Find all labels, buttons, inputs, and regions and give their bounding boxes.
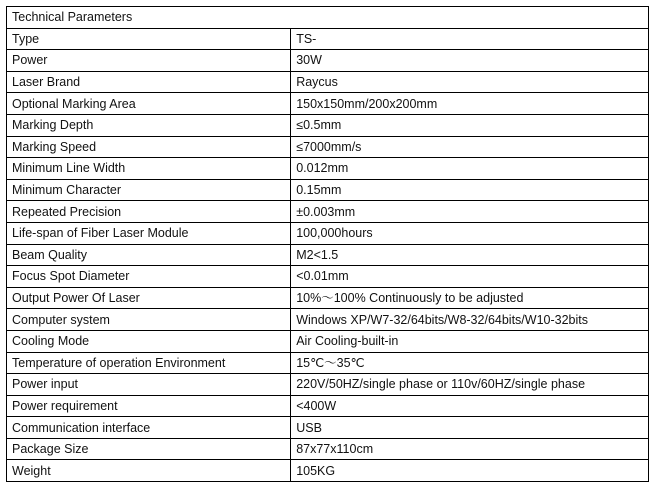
param-name-cell: Optional Marking Area bbox=[7, 93, 291, 115]
param-value-cell: Air Cooling-built-in bbox=[291, 330, 649, 352]
param-value-cell: 87x77x110cm bbox=[291, 438, 649, 460]
param-name-cell: Temperature of operation Environment bbox=[7, 352, 291, 374]
param-value-cell: Windows XP/W7-32/64bits/W8-32/64bits/W10-32bits bbox=[291, 309, 649, 331]
table-row bbox=[7, 136, 649, 158]
param-name-cell: Repeated Precision bbox=[7, 201, 291, 223]
param-value-cell: 15℃～35℃ bbox=[291, 352, 649, 374]
table-row bbox=[7, 395, 649, 417]
param-name-cell: Computer system bbox=[7, 309, 291, 331]
param-value-cell: ≤7000mm/s bbox=[291, 136, 649, 158]
param-name-cell: Marking Depth bbox=[7, 114, 291, 136]
param-value-cell: 0.012mm bbox=[291, 158, 649, 180]
table-row bbox=[7, 93, 649, 115]
table-row bbox=[7, 374, 649, 396]
param-name-cell: Type bbox=[7, 28, 291, 50]
param-value-cell: <400W bbox=[291, 395, 649, 417]
table-row bbox=[7, 309, 649, 331]
param-value-cell: ±0.003mm bbox=[291, 201, 649, 223]
table-row bbox=[7, 244, 649, 266]
table-row bbox=[7, 114, 649, 136]
param-value-cell: Raycus bbox=[291, 71, 649, 93]
param-value-cell: 30W bbox=[291, 50, 649, 72]
table-row bbox=[7, 266, 649, 288]
param-name-cell: Communication interface bbox=[7, 417, 291, 439]
param-name-cell: Minimum Character bbox=[7, 179, 291, 201]
param-value-cell: 105KG bbox=[291, 460, 649, 482]
param-value-cell: USB bbox=[291, 417, 649, 439]
table-row bbox=[7, 287, 649, 309]
param-name-cell: Minimum Line Width bbox=[7, 158, 291, 180]
table-row bbox=[7, 417, 649, 439]
param-value-cell: 100,000hours bbox=[291, 222, 649, 244]
param-name-cell: Power input bbox=[7, 374, 291, 396]
param-name-cell: Weight bbox=[7, 460, 291, 482]
table-row bbox=[7, 438, 649, 460]
table-row bbox=[7, 179, 649, 201]
param-name-cell: Cooling Mode bbox=[7, 330, 291, 352]
table-row bbox=[7, 50, 649, 72]
table-title: Technical Parameters bbox=[7, 7, 649, 29]
param-name-cell: Laser Brand bbox=[7, 71, 291, 93]
param-value-cell: ≤0.5mm bbox=[291, 114, 649, 136]
table-row bbox=[7, 201, 649, 223]
param-name-cell: Package Size bbox=[7, 438, 291, 460]
param-name-cell: Power bbox=[7, 50, 291, 72]
param-value-cell: TS- bbox=[291, 28, 649, 50]
header-row bbox=[7, 7, 649, 29]
param-name-cell: Marking Speed bbox=[7, 136, 291, 158]
table-row bbox=[7, 352, 649, 374]
param-name-cell: Focus Spot Diameter bbox=[7, 266, 291, 288]
spec-table-body bbox=[7, 7, 649, 482]
param-value-cell: <0.01mm bbox=[291, 266, 649, 288]
param-name-cell: Beam Quality bbox=[7, 244, 291, 266]
spec-sheet bbox=[6, 6, 649, 482]
table-row bbox=[7, 330, 649, 352]
param-value-cell: 10%～100% Continuously to be adjusted bbox=[291, 287, 649, 309]
spec-table bbox=[6, 6, 649, 482]
table-row bbox=[7, 71, 649, 93]
param-name-cell: Output Power Of Laser bbox=[7, 287, 291, 309]
table-row bbox=[7, 222, 649, 244]
param-value-cell: 0.15mm bbox=[291, 179, 649, 201]
table-row bbox=[7, 460, 649, 482]
param-value-cell: 150x150mm/200x200mm bbox=[291, 93, 649, 115]
table-row bbox=[7, 158, 649, 180]
param-value-cell: 220V/50HZ/single phase or 110v/60HZ/single phase bbox=[291, 374, 649, 396]
param-value-cell: M2<1.5 bbox=[291, 244, 649, 266]
table-row bbox=[7, 28, 649, 50]
param-name-cell: Power requirement bbox=[7, 395, 291, 417]
param-name-cell: Life-span of Fiber Laser Module bbox=[7, 222, 291, 244]
